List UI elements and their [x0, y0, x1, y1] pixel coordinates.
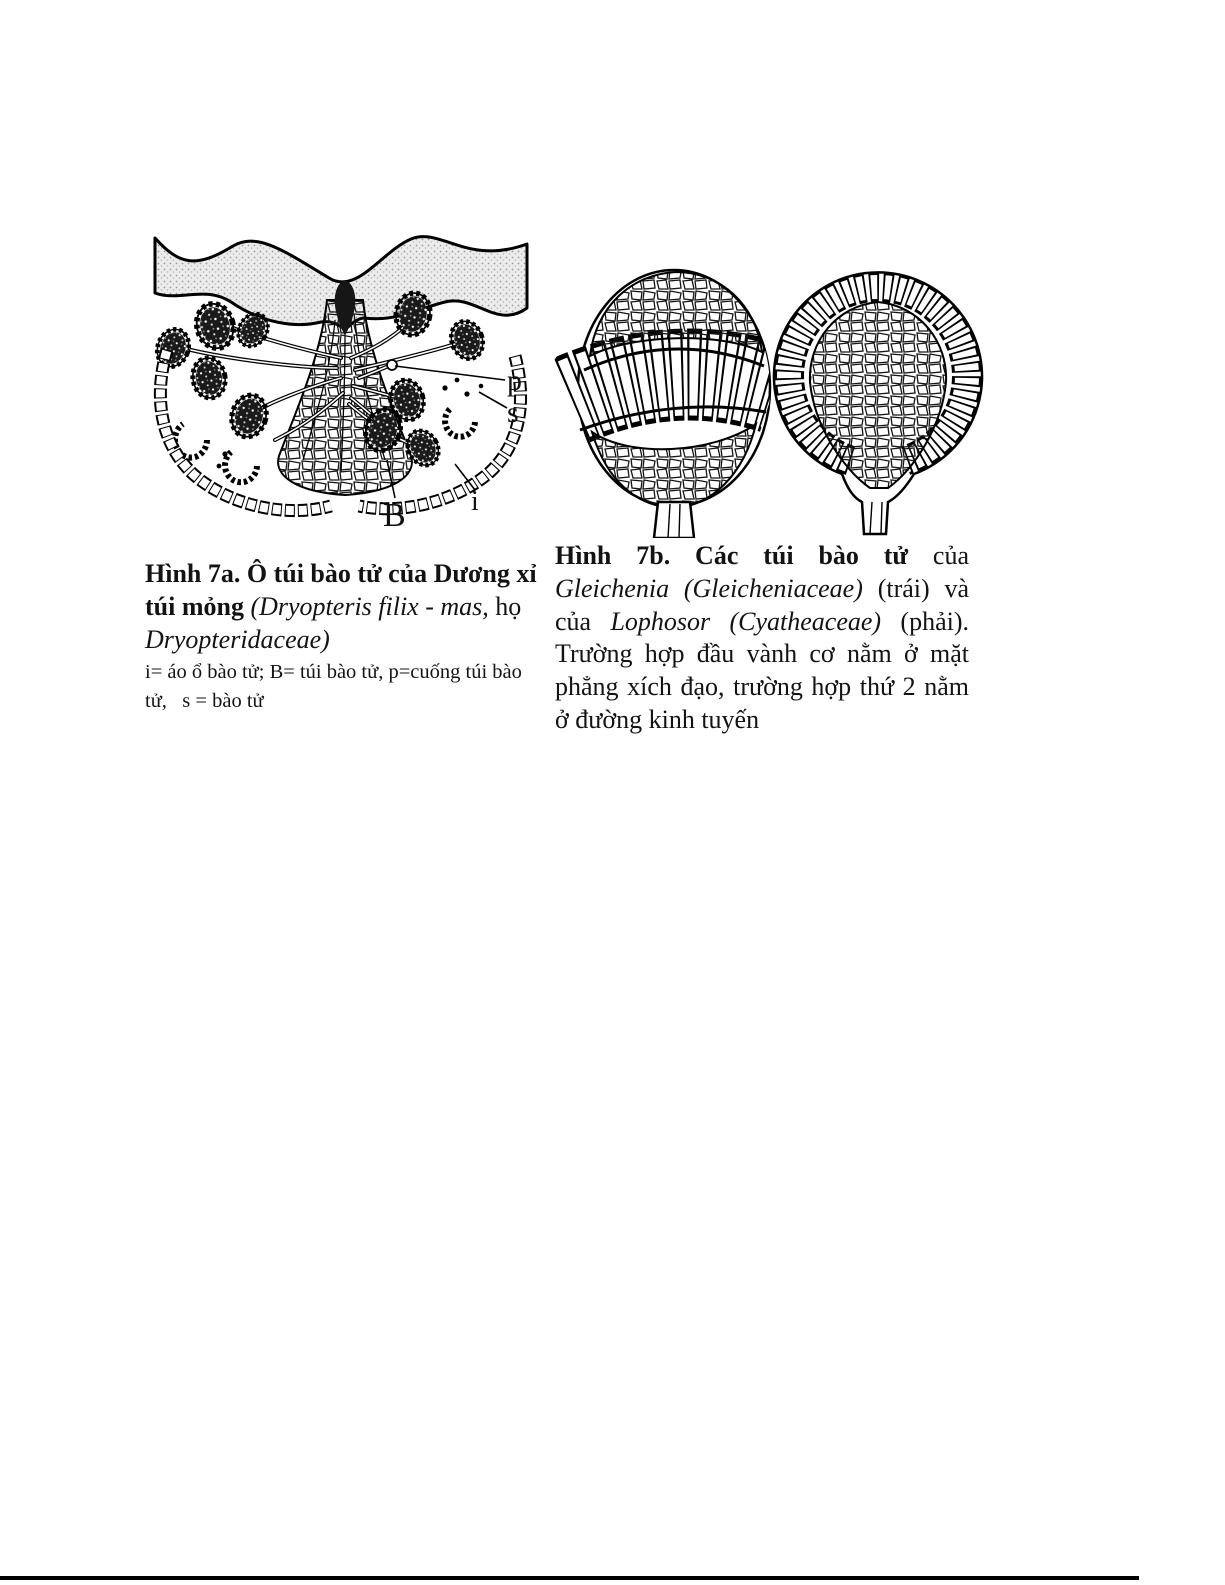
label-line-s [479, 392, 507, 408]
page-bottom-rule [0, 1576, 1139, 1580]
caption-7b-regular-2: (trái) và của [555, 573, 969, 636]
figure-7a-caption-title [145, 558, 545, 656]
stalk [654, 502, 694, 538]
caption-7b-latin-2: Lophosor (Cyatheaceae) [610, 606, 901, 636]
figure-7a-sorus-drawing [145, 208, 537, 548]
caption-7a-latin-2: Dryopteridaceae) [145, 624, 330, 654]
label-s: s [507, 396, 519, 429]
caption-7b-regular-1: của [932, 541, 969, 570]
figure-7a-svg [145, 208, 537, 548]
label-B: B [383, 497, 406, 534]
figure-7a-caption [145, 558, 545, 716]
caption-7a-latin-1: (Dryopteris filix - mas, [250, 591, 496, 621]
cyatheaceae-sporangium [774, 272, 982, 534]
figure-7b-caption-text [555, 540, 969, 737]
gleichenia-sporangium [572, 270, 774, 538]
label-p: p [507, 364, 522, 397]
caption-7b-bold: Hình 7b. Các túi bào tử [555, 541, 933, 570]
figure-7b-svg [552, 248, 986, 538]
figure-7b-sporangia-drawing [552, 248, 986, 538]
figure-7a-caption-legend: i= áo ổ bào tử; B= túi bào tử, p=cuống túi bào tử, s = bào tử [145, 661, 522, 712]
caption-7b-latin-1: Gleichenia (Gleicheniaceae) [555, 573, 878, 603]
label-i: i [471, 486, 479, 517]
caption-7b-regular-3: (phải). Trường hợp đầu vành cơ nằm ở mặt phẳng xích đạo, trường hợp thứ 2 nằm ở đường kinh tuyến [555, 606, 969, 734]
caption-7a-bold: Hình 7a. Ô túi bào tử của Dương xỉ túi mỏng [145, 559, 537, 621]
label-line-p [395, 366, 505, 380]
caption-7a-regular: họ [495, 591, 522, 621]
figure-7b-caption [555, 540, 969, 737]
